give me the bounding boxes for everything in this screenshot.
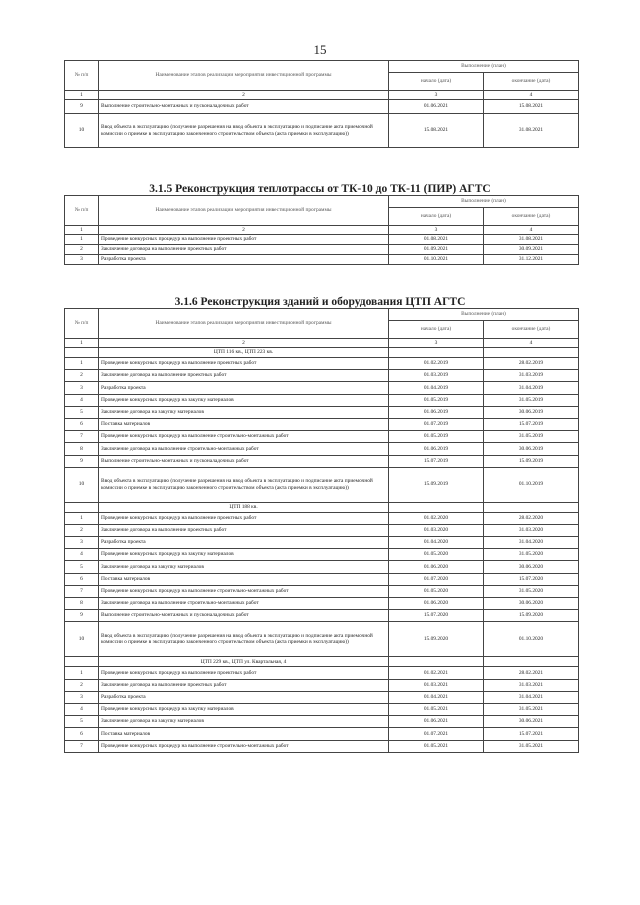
end-date: 31.08.2021 <box>484 114 579 148</box>
column-number: 3 <box>389 226 484 235</box>
column-number-row <box>65 91 579 100</box>
table-row <box>65 418 579 430</box>
row-number: 6 <box>65 418 99 430</box>
column-number: 2 <box>99 226 389 235</box>
column-number: 4 <box>484 226 579 235</box>
row-number: 9 <box>65 100 99 114</box>
start-date: 01.06.2019 <box>389 443 484 455</box>
table-row <box>65 703 579 715</box>
row-number: 7 <box>65 740 99 752</box>
end-date: 15.09.2020 <box>484 610 579 622</box>
start-date: 15.07.2020 <box>389 610 484 622</box>
table-row <box>65 524 579 536</box>
end-date: 31.08.2021 <box>484 235 579 245</box>
row-number: 3 <box>65 537 99 549</box>
start-date: 01.05.2019 <box>389 431 484 443</box>
end-date: 01.10.2019 <box>484 467 579 502</box>
row-number: 4 <box>65 549 99 561</box>
row-number: 2 <box>65 370 99 382</box>
start-date: 01.07.2021 <box>389 728 484 740</box>
table-row <box>65 512 579 524</box>
end-date: 31.05.2019 <box>484 431 579 443</box>
end-date: 15.07.2020 <box>484 573 579 585</box>
stage-name: Поставка материалов <box>99 728 389 740</box>
row-number: 7 <box>65 431 99 443</box>
col-header-start: начало (дата) <box>389 321 484 339</box>
row-number: 9 <box>65 455 99 467</box>
col-header-num: № п/п <box>65 61 99 91</box>
start-date: 01.07.2020 <box>389 573 484 585</box>
end-date: 31.03.2020 <box>484 524 579 536</box>
start-date: 01.06.2020 <box>389 561 484 573</box>
start-date: 01.05.2021 <box>389 740 484 752</box>
col-header-name: Наименование этапов реализации мероприятия инвестиционной программы <box>99 61 389 91</box>
stage-name: Заключение договора на выполнение строительно-монтажных работ <box>99 443 389 455</box>
stage-name: Заключение договора на выполнение проектных работ <box>99 679 389 691</box>
start-date: 01.05.2020 <box>389 585 484 597</box>
end-date: 15.07.2021 <box>484 728 579 740</box>
start-date: 01.06.2020 <box>389 598 484 610</box>
column-number: 2 <box>99 339 389 348</box>
group-empty-cell <box>484 348 579 358</box>
col-header-num: № п/п <box>65 309 99 339</box>
stage-name: Заключение договора на выполнение проектных работ <box>99 245 389 255</box>
end-date: 31.05.2021 <box>484 740 579 752</box>
stage-name: Ввод объекта в эксплуатацию (получение разрешения на ввод объекта в эксплуатацию и подписание акта приемочной комиссии о приемке в эксплуатацию законченного строительством объекта (акта приемки в эксплуатацию)) <box>99 114 389 148</box>
table-row <box>65 431 579 443</box>
end-date: 31.04.2021 <box>484 691 579 703</box>
table-row <box>65 716 579 728</box>
row-number: 2 <box>65 679 99 691</box>
start-date: 01.05.2020 <box>389 549 484 561</box>
table-row <box>65 573 579 585</box>
col-header-execution: Выполнение (план) <box>389 309 579 321</box>
table-row <box>65 728 579 740</box>
row-number: 2 <box>65 524 99 536</box>
column-number: 3 <box>389 91 484 100</box>
start-date: 01.06.2021 <box>389 100 484 114</box>
group-empty-cell <box>389 348 484 358</box>
start-date: 01.02.2021 <box>389 667 484 679</box>
table-row <box>65 255 579 265</box>
column-number-row <box>65 339 579 348</box>
start-date: 01.09.2021 <box>389 245 484 255</box>
row-number: 10 <box>65 622 99 657</box>
row-number: 3 <box>65 382 99 394</box>
end-date: 30.09.2021 <box>484 245 579 255</box>
stage-name: Проведение конкурсных процедур на выполнение строительно-монтажных работ <box>99 740 389 752</box>
column-number: 4 <box>484 91 579 100</box>
row-number: 9 <box>65 610 99 622</box>
col-header-execution: Выполнение (план) <box>389 61 579 73</box>
stage-name: Заключение договора на закупку материалов <box>99 716 389 728</box>
end-date: 28.02.2020 <box>484 512 579 524</box>
end-date: 15.08.2021 <box>484 100 579 114</box>
start-date: 01.05.2019 <box>389 394 484 406</box>
table-row <box>65 585 579 597</box>
stage-name: Выполнение строительно-монтажных и пусконаладочных работ <box>99 610 389 622</box>
stage-name: Разработка проекта <box>99 537 389 549</box>
stage-name: Заключение договора на выполнение проектных работ <box>99 524 389 536</box>
stage-name: Проведение конкурсных процедур на выполнение проектных работ <box>99 512 389 524</box>
row-number: 6 <box>65 728 99 740</box>
row-number: 1 <box>65 358 99 370</box>
table-row <box>65 667 579 679</box>
table-row <box>65 622 579 657</box>
stage-name: Ввод объекта в эксплуатацию (получение разрешения на ввод объекта в эксплуатацию и подписание акта приемочной комиссии о приемке в эксплуатацию законченного строительством объекта (акта приемки в эксплуатацию)) <box>99 622 389 657</box>
stage-name: Заключение договора на закупку материалов <box>99 561 389 573</box>
table-continuation <box>64 60 579 148</box>
column-number: 2 <box>99 91 389 100</box>
column-number: 1 <box>65 226 99 235</box>
end-date: 28.02.2019 <box>484 358 579 370</box>
table-row <box>65 610 579 622</box>
stage-name: Проведение конкурсных процедур на выполнение проектных работ <box>99 358 389 370</box>
row-number: 4 <box>65 394 99 406</box>
start-date: 01.10.2021 <box>389 255 484 265</box>
stage-name: Проведение конкурсных процедур на выполнение проектных работ <box>99 235 389 245</box>
col-header-name: Наименование этапов реализации мероприятия инвестиционной программы <box>99 309 389 339</box>
group-empty-cell <box>389 657 484 667</box>
start-date: 15.08.2021 <box>389 114 484 148</box>
column-number: 1 <box>65 91 99 100</box>
row-number: 6 <box>65 573 99 585</box>
start-date: 01.03.2019 <box>389 370 484 382</box>
table-row <box>65 443 579 455</box>
stage-name: Проведение конкурсных процедур на выполнение строительно-монтажных работ <box>99 585 389 597</box>
start-date: 01.04.2019 <box>389 382 484 394</box>
group-empty-cell <box>389 502 484 512</box>
end-date: 31.05.2019 <box>484 394 579 406</box>
stage-name: Заключение договора на выполнение проектных работ <box>99 370 389 382</box>
table-row <box>65 679 579 691</box>
section-title-3-1-5: 3.1.5 Реконструкция теплотрассы от ТК-10 до ТК-11 (ПИР) АГТС <box>149 183 491 195</box>
table-row <box>65 740 579 752</box>
table-row <box>65 691 579 703</box>
start-date: 01.02.2020 <box>389 512 484 524</box>
stage-name: Поставка материалов <box>99 418 389 430</box>
row-number: 5 <box>65 406 99 418</box>
group-title: ЦТП 188 кв. <box>99 502 389 512</box>
column-number: 1 <box>65 339 99 348</box>
end-date: 15.07.2019 <box>484 418 579 430</box>
end-date: 31.03.2019 <box>484 370 579 382</box>
stage-name: Ввод объекта в эксплуатацию (получение разрешения на ввод объекта в эксплуатацию и подписание акта приемочной комиссии о приемке в эксплуатацию законченного строительством объекта (акта приемки в эксплуатацию)) <box>99 467 389 502</box>
end-date: 31.05.2020 <box>484 585 579 597</box>
stage-name: Разработка проекта <box>99 691 389 703</box>
row-number: 4 <box>65 703 99 715</box>
header-row <box>65 61 579 73</box>
group-empty-cell <box>484 657 579 667</box>
group-title: ЦТП 229 кв., ЦТП ул. Квартальная, 4 <box>99 657 389 667</box>
group-empty-cell <box>65 502 99 512</box>
stage-name: Заключение договора на закупку материалов <box>99 406 389 418</box>
col-header-end: окончание (дата) <box>484 321 579 339</box>
end-date: 28.02.2021 <box>484 667 579 679</box>
row-number: 1 <box>65 512 99 524</box>
end-date: 31.03.2021 <box>484 679 579 691</box>
table-section-3-1-5 <box>64 195 579 265</box>
end-date: 30.06.2021 <box>484 716 579 728</box>
start-date: 15.09.2019 <box>389 467 484 502</box>
group-empty-cell <box>484 502 579 512</box>
stage-name: Проведение конкурсных процедур на выполнение строительно-монтажных работ <box>99 431 389 443</box>
header-row <box>65 196 579 208</box>
col-header-name: Наименование этапов реализации мероприятия инвестиционной программы <box>99 196 389 226</box>
end-date: 31.05.2020 <box>484 549 579 561</box>
column-number-row <box>65 226 579 235</box>
group-title: ЦТП 116 кв., ЦТП 223 кв. <box>99 348 389 358</box>
column-number: 4 <box>484 339 579 348</box>
start-date: 01.06.2019 <box>389 406 484 418</box>
start-date: 01.04.2020 <box>389 537 484 549</box>
row-number: 1 <box>65 235 99 245</box>
start-date: 15.07.2019 <box>389 455 484 467</box>
start-date: 01.03.2021 <box>389 679 484 691</box>
stage-name: Проведение конкурсных процедур на закупку материалов <box>99 394 389 406</box>
end-date: 30.06.2019 <box>484 443 579 455</box>
row-number: 8 <box>65 598 99 610</box>
table-row <box>65 382 579 394</box>
end-date: 31.04.2019 <box>484 382 579 394</box>
stage-name: Поставка материалов <box>99 573 389 585</box>
end-date: 30.06.2020 <box>484 561 579 573</box>
table-row <box>65 394 579 406</box>
stage-name: Выполнение строительно-монтажных и пусконаладочных работ <box>99 100 389 114</box>
group-row <box>65 502 579 512</box>
stage-name: Проведение конкурсных процедур на выполнение проектных работ <box>99 667 389 679</box>
row-number: 3 <box>65 255 99 265</box>
group-row <box>65 348 579 358</box>
start-date: 01.03.2020 <box>389 524 484 536</box>
stage-name: Разработка проекта <box>99 382 389 394</box>
row-number: 5 <box>65 716 99 728</box>
page-number: 15 <box>313 42 327 57</box>
start-date: 01.02.2019 <box>389 358 484 370</box>
start-date: 15.09.2020 <box>389 622 484 657</box>
row-number: 10 <box>65 467 99 502</box>
stage-name: Выполнение строительно-монтажных и пусконаладочных работ <box>99 455 389 467</box>
row-number: 3 <box>65 691 99 703</box>
start-date: 01.06.2021 <box>389 716 484 728</box>
table-row <box>65 245 579 255</box>
table-row <box>65 235 579 245</box>
end-date: 01.10.2020 <box>484 622 579 657</box>
stage-name: Проведение конкурсных процедур на закупку материалов <box>99 703 389 715</box>
table-row <box>65 455 579 467</box>
table-row <box>65 114 579 148</box>
table-row <box>65 549 579 561</box>
group-empty-cell <box>65 657 99 667</box>
group-row <box>65 657 579 667</box>
col-header-num: № п/п <box>65 196 99 226</box>
table-section-3-1-6 <box>64 308 579 753</box>
col-header-end: окончание (дата) <box>484 208 579 226</box>
stage-name: Заключение договора на выполнение строительно-монтажных работ <box>99 598 389 610</box>
col-header-start: начало (дата) <box>389 73 484 91</box>
col-header-end: окончание (дата) <box>484 73 579 91</box>
group-empty-cell <box>65 348 99 358</box>
start-date: 01.07.2019 <box>389 418 484 430</box>
end-date: 30.06.2020 <box>484 598 579 610</box>
row-number: 10 <box>65 114 99 148</box>
col-header-execution: Выполнение (план) <box>389 196 579 208</box>
table-row <box>65 370 579 382</box>
table-row <box>65 598 579 610</box>
column-number: 3 <box>389 339 484 348</box>
end-date: 15.09.2019 <box>484 455 579 467</box>
table-row <box>65 561 579 573</box>
row-number: 8 <box>65 443 99 455</box>
table-row <box>65 358 579 370</box>
end-date: 31.12.2021 <box>484 255 579 265</box>
end-date: 31.05.2021 <box>484 703 579 715</box>
header-row <box>65 309 579 321</box>
stage-name: Разработка проекта <box>99 255 389 265</box>
table-row <box>65 537 579 549</box>
section-title-3-1-6: 3.1.6 Реконструкция зданий и оборудования ЦТП АГТС <box>174 296 466 308</box>
col-header-start: начало (дата) <box>389 208 484 226</box>
row-number: 2 <box>65 245 99 255</box>
end-date: 30.06.2019 <box>484 406 579 418</box>
table-row <box>65 100 579 114</box>
start-date: 01.05.2021 <box>389 703 484 715</box>
table-row <box>65 406 579 418</box>
end-date: 31.04.2020 <box>484 537 579 549</box>
table-row <box>65 467 579 502</box>
start-date: 01.04.2021 <box>389 691 484 703</box>
stage-name: Проведение конкурсных процедур на закупку материалов <box>99 549 389 561</box>
row-number: 5 <box>65 561 99 573</box>
row-number: 1 <box>65 667 99 679</box>
row-number: 7 <box>65 585 99 597</box>
start-date: 01.08.2021 <box>389 235 484 245</box>
